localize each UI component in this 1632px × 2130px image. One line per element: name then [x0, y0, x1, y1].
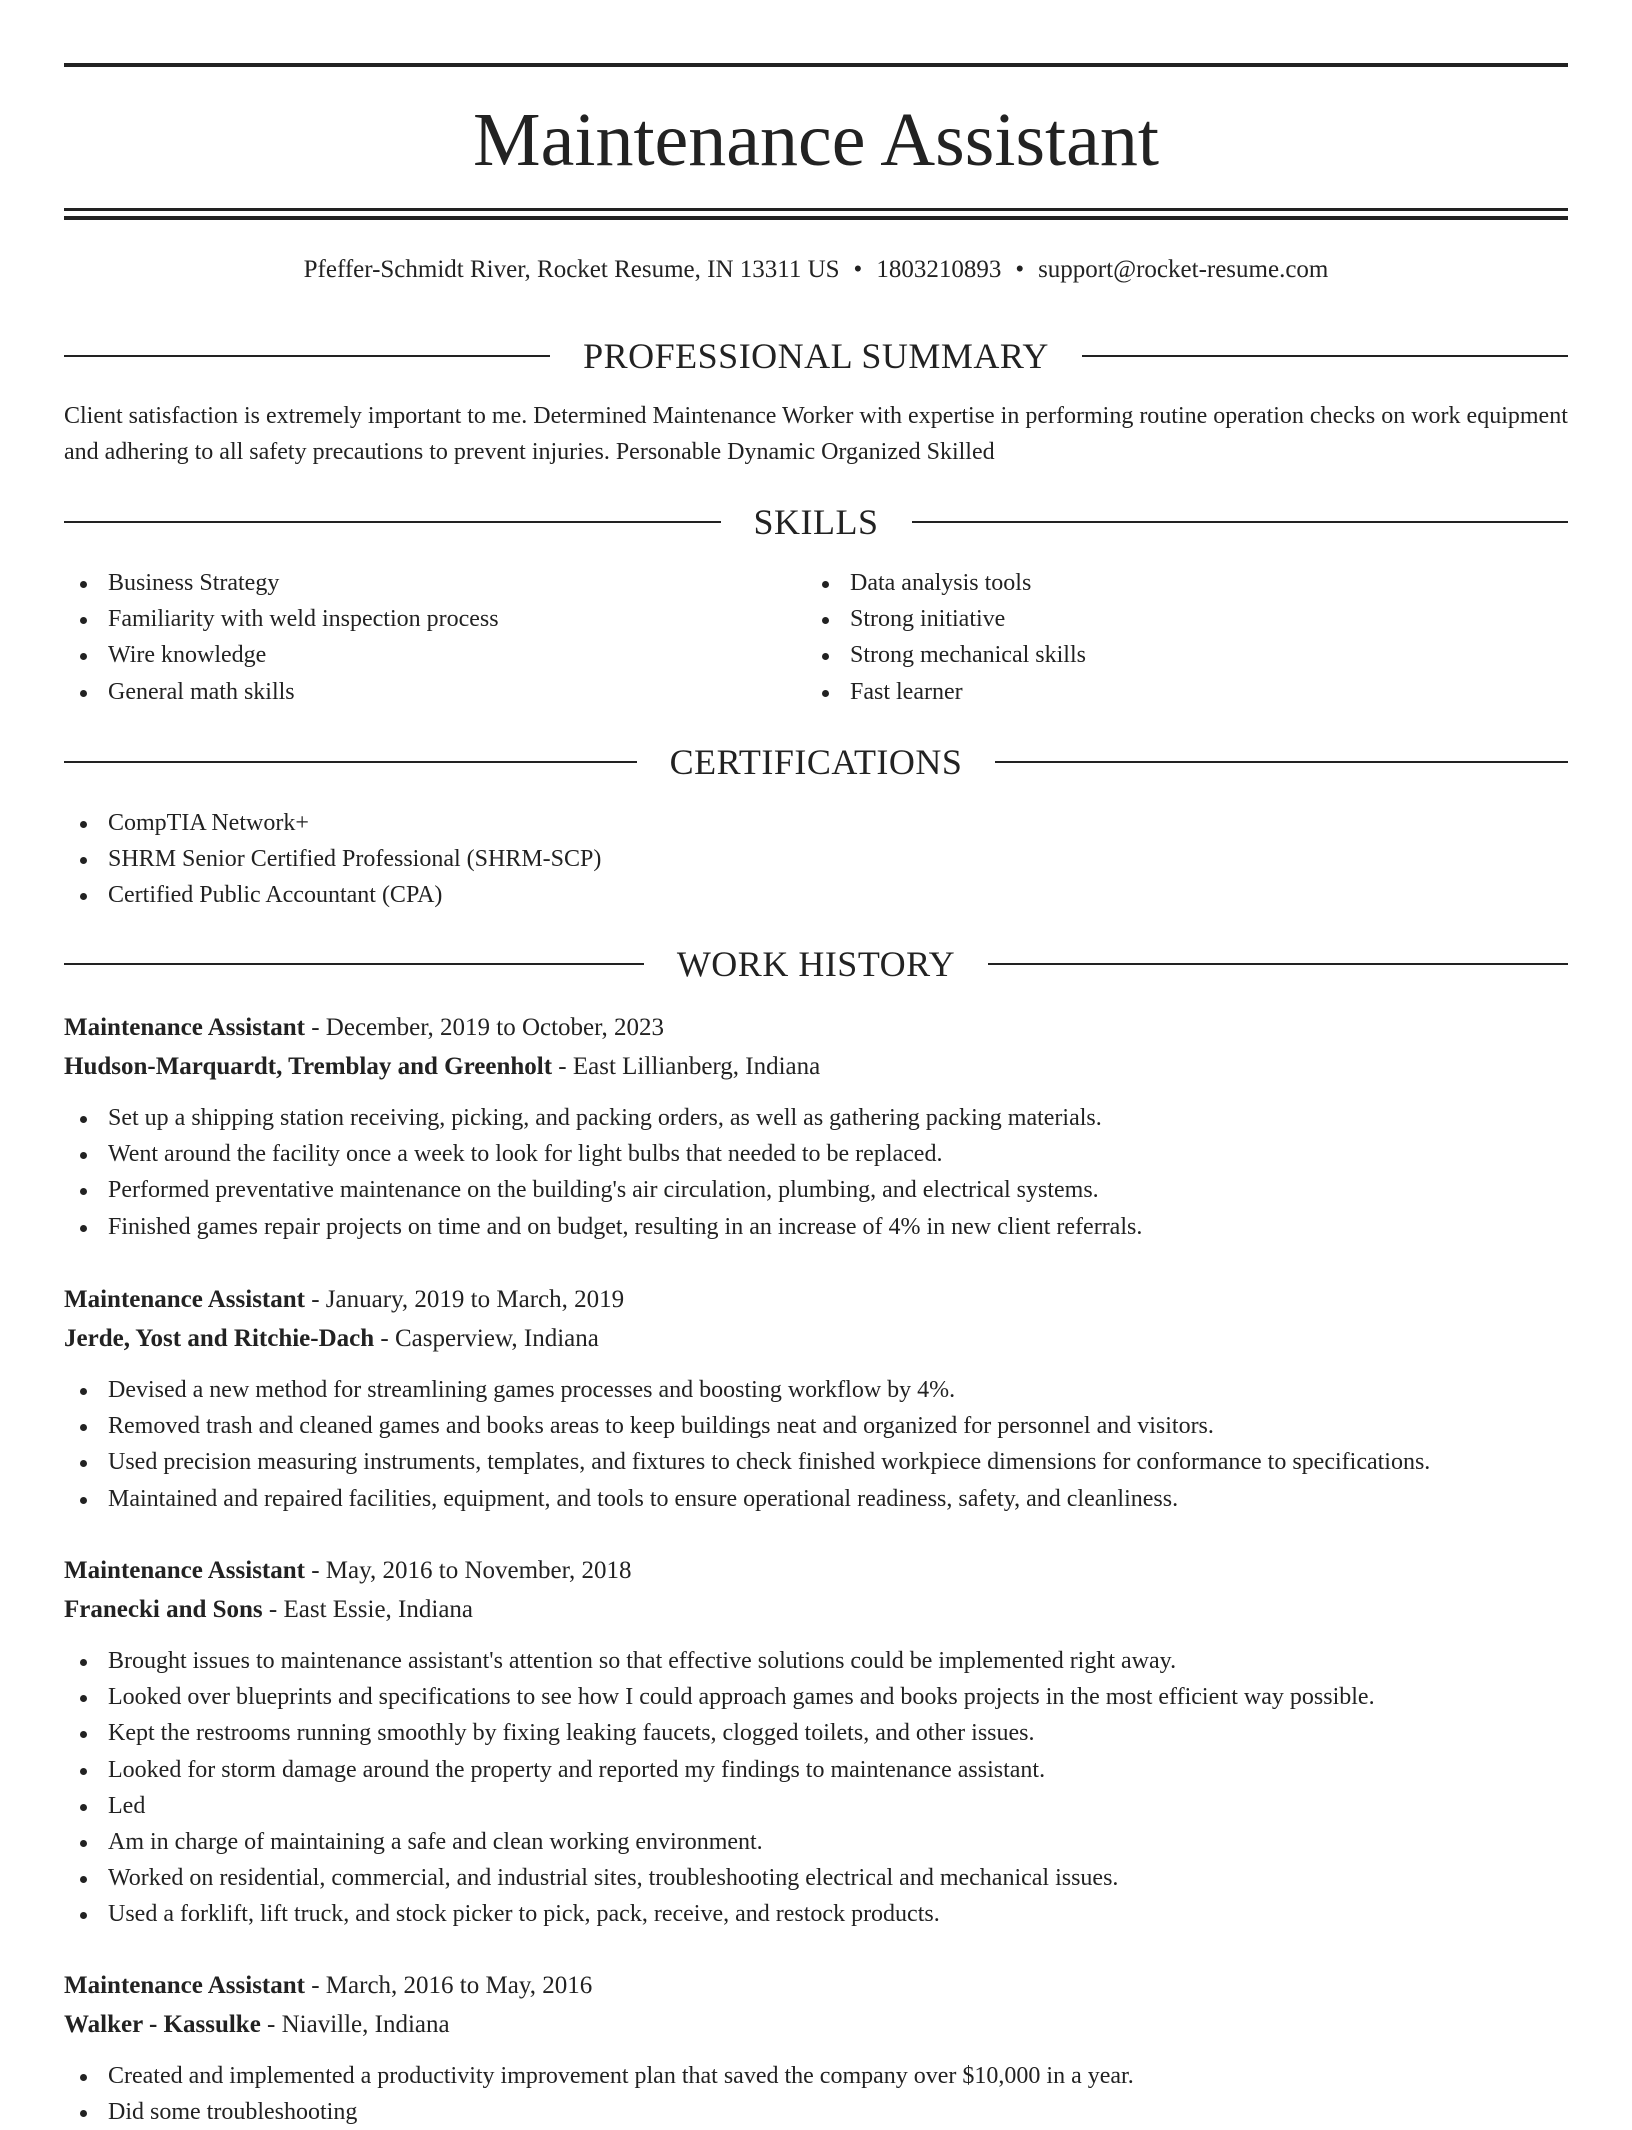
job-company: Hudson-Marquardt, Tremblay and Greenholt [64, 1053, 553, 1080]
job-title-line [64, 1551, 1568, 1590]
job-title-line [64, 1966, 1568, 2005]
skill-item: Fast learner [806, 674, 1566, 710]
job-title: Maintenance Assistant [64, 1972, 305, 1999]
job-bullet: Created and implemented a productivity improvement plan that saved the company over $10,000 in a year. [64, 2058, 1568, 2094]
job-location: - East Essie, Indiana [262, 1596, 474, 1623]
contact-email: support@rocket-resume.com [1038, 256, 1329, 283]
skill-item: Strong initiative [806, 601, 1566, 637]
section-title: CERTIFICATIONS [669, 742, 963, 782]
job-title-line [64, 1008, 1568, 1047]
job-bullet: Used precision measuring instruments, templates, and fixtures to check finished workpiece dimensions for conformance to specifications. [64, 1444, 1568, 1480]
skills-list-right [806, 565, 1566, 710]
contact-phone: 1803210893 [876, 256, 1002, 283]
job-dates: - March, 2016 to May, 2016 [304, 1972, 593, 1999]
job-bullet: Finished games repair projects on time and on budget, resulting in an increase of 4% in new client referrals. [64, 1209, 1568, 1245]
skills-list-left [64, 565, 804, 710]
job-bullet: Worked on residential, commercial, and industrial sites, troubleshooting electrical and mechanical issues. [64, 1860, 1568, 1896]
skill-item: Data analysis tools [806, 565, 1566, 601]
job-dates: - May, 2016 to November, 2018 [304, 1557, 632, 1584]
job-bullets [64, 2058, 1568, 2130]
job-company: Jerde, Yost and Ritchie-Dach [64, 1325, 375, 1352]
section-title: WORK HISTORY [676, 944, 956, 984]
job-entry [64, 1280, 1568, 1517]
job-bullet: Am in charge of maintaining a safe and clean working environment. [64, 1824, 1568, 1860]
job-bullet: Maintained and repaired facilities, equipment, and tools to ensure operational readiness, safety, and cleanliness. [64, 1481, 1568, 1517]
certification-item: CompTIA Network+ [64, 805, 1568, 841]
certification-item: Certified Public Accountant (CPA) [64, 877, 1568, 913]
heading-rule [995, 761, 1568, 763]
heading-rule [912, 521, 1569, 523]
job-bullet: Looked over blueprints and specifications to see how I could approach games and books projects in the most efficient way possible. [64, 1679, 1568, 1715]
job-dates: - January, 2019 to March, 2019 [304, 1286, 625, 1313]
heading-rule [64, 761, 637, 763]
job-location: - Niaville, Indiana [260, 2011, 450, 2038]
contact-line [64, 252, 1568, 288]
section-heading-skills [64, 500, 1568, 544]
job-bullet: Brought issues to maintenance assistant's attention so that effective solutions could be implemented right away. [64, 1643, 1568, 1679]
job-title: Maintenance Assistant [64, 1286, 305, 1313]
job-bullet: Went around the facility once a week to look for light bulbs that needed to be replaced. [64, 1136, 1568, 1172]
section-heading-summary [64, 334, 1568, 378]
top-rule [64, 63, 1568, 67]
job-title: Maintenance Assistant [64, 1014, 305, 1041]
job-bullet: Did some troubleshooting [64, 2094, 1568, 2130]
job-entry [64, 1008, 1568, 1245]
contact-address: Pfeffer-Schmidt River, Rocket Resume, IN 13311 US [303, 256, 840, 283]
section-title: SKILLS [753, 502, 879, 542]
job-company-line [64, 1319, 1568, 1358]
heading-rule [988, 963, 1568, 965]
contact-separator: • [1015, 256, 1025, 283]
job-bullets [64, 1643, 1568, 1933]
candidate-name: Maintenance Assistant [473, 98, 1159, 182]
skill-item: General math skills [64, 674, 804, 710]
heading-rule [64, 963, 644, 965]
job-entry [64, 1966, 1568, 2130]
job-bullets [64, 1100, 1568, 1245]
job-bullet: Removed trash and cleaned games and books areas to keep buildings neat and organized for personnel and visitors. [64, 1408, 1568, 1444]
job-bullet: Devised a new method for streamlining games processes and boosting workflow by 4%. [64, 1372, 1568, 1408]
section-heading-certifications [64, 740, 1568, 784]
job-bullet: Looked for storm damage around the property and reported my findings to maintenance assistant. [64, 1752, 1568, 1788]
job-company-line [64, 2005, 1568, 2044]
job-dates: - December, 2019 to October, 2023 [304, 1014, 664, 1041]
skill-item: Strong mechanical skills [806, 637, 1566, 673]
job-location: - Casperview, Indiana [374, 1325, 599, 1352]
job-bullet: Kept the restrooms running smoothly by fixing leaking faucets, clogged toilets, and other issues. [64, 1715, 1568, 1751]
job-company: Walker - Kassulke [64, 2011, 261, 2038]
skill-item: Wire knowledge [64, 637, 804, 673]
job-bullet: Used a forklift, lift truck, and stock picker to pick, pack, receive, and restock products. [64, 1896, 1568, 1932]
heading-rule [1082, 355, 1568, 357]
job-bullets [64, 1372, 1568, 1517]
job-location: - East Lillianberg, Indiana [552, 1053, 821, 1080]
job-bullet: Set up a shipping station receiving, picking, and packing orders, as well as gathering packing materials. [64, 1100, 1568, 1136]
job-company-line [64, 1590, 1568, 1629]
section-title: PROFESSIONAL SUMMARY [583, 336, 1049, 376]
contact-separator: • [853, 256, 863, 283]
job-entry [64, 1551, 1568, 1933]
section-heading-work-history [64, 942, 1568, 986]
job-bullet: Led [64, 1788, 1568, 1824]
heading-rule [64, 521, 721, 523]
job-bullet: Performed preventative maintenance on the building's air circulation, plumbing, and electrical systems. [64, 1172, 1568, 1208]
skill-item: Business Strategy [64, 565, 804, 601]
summary-text: Client satisfaction is extremely important to me. Determined Maintenance Worker with expertise in performing routine operation checks on work equipment and adhering to all safety precautions to prevent injuries. Personable Dynamic Organized Skilled [64, 403, 1568, 465]
certification-item: SHRM Senior Certified Professional (SHRM-SCP) [64, 841, 1568, 877]
job-company: Franecki and Sons [64, 1596, 263, 1623]
job-title: Maintenance Assistant [64, 1557, 305, 1584]
job-company-line [64, 1047, 1568, 1086]
job-title-line [64, 1280, 1568, 1319]
skill-item: Familiarity with weld inspection process [64, 601, 804, 637]
certifications-list [64, 805, 1568, 914]
heading-rule [64, 355, 550, 357]
header-double-rule [64, 208, 1568, 220]
